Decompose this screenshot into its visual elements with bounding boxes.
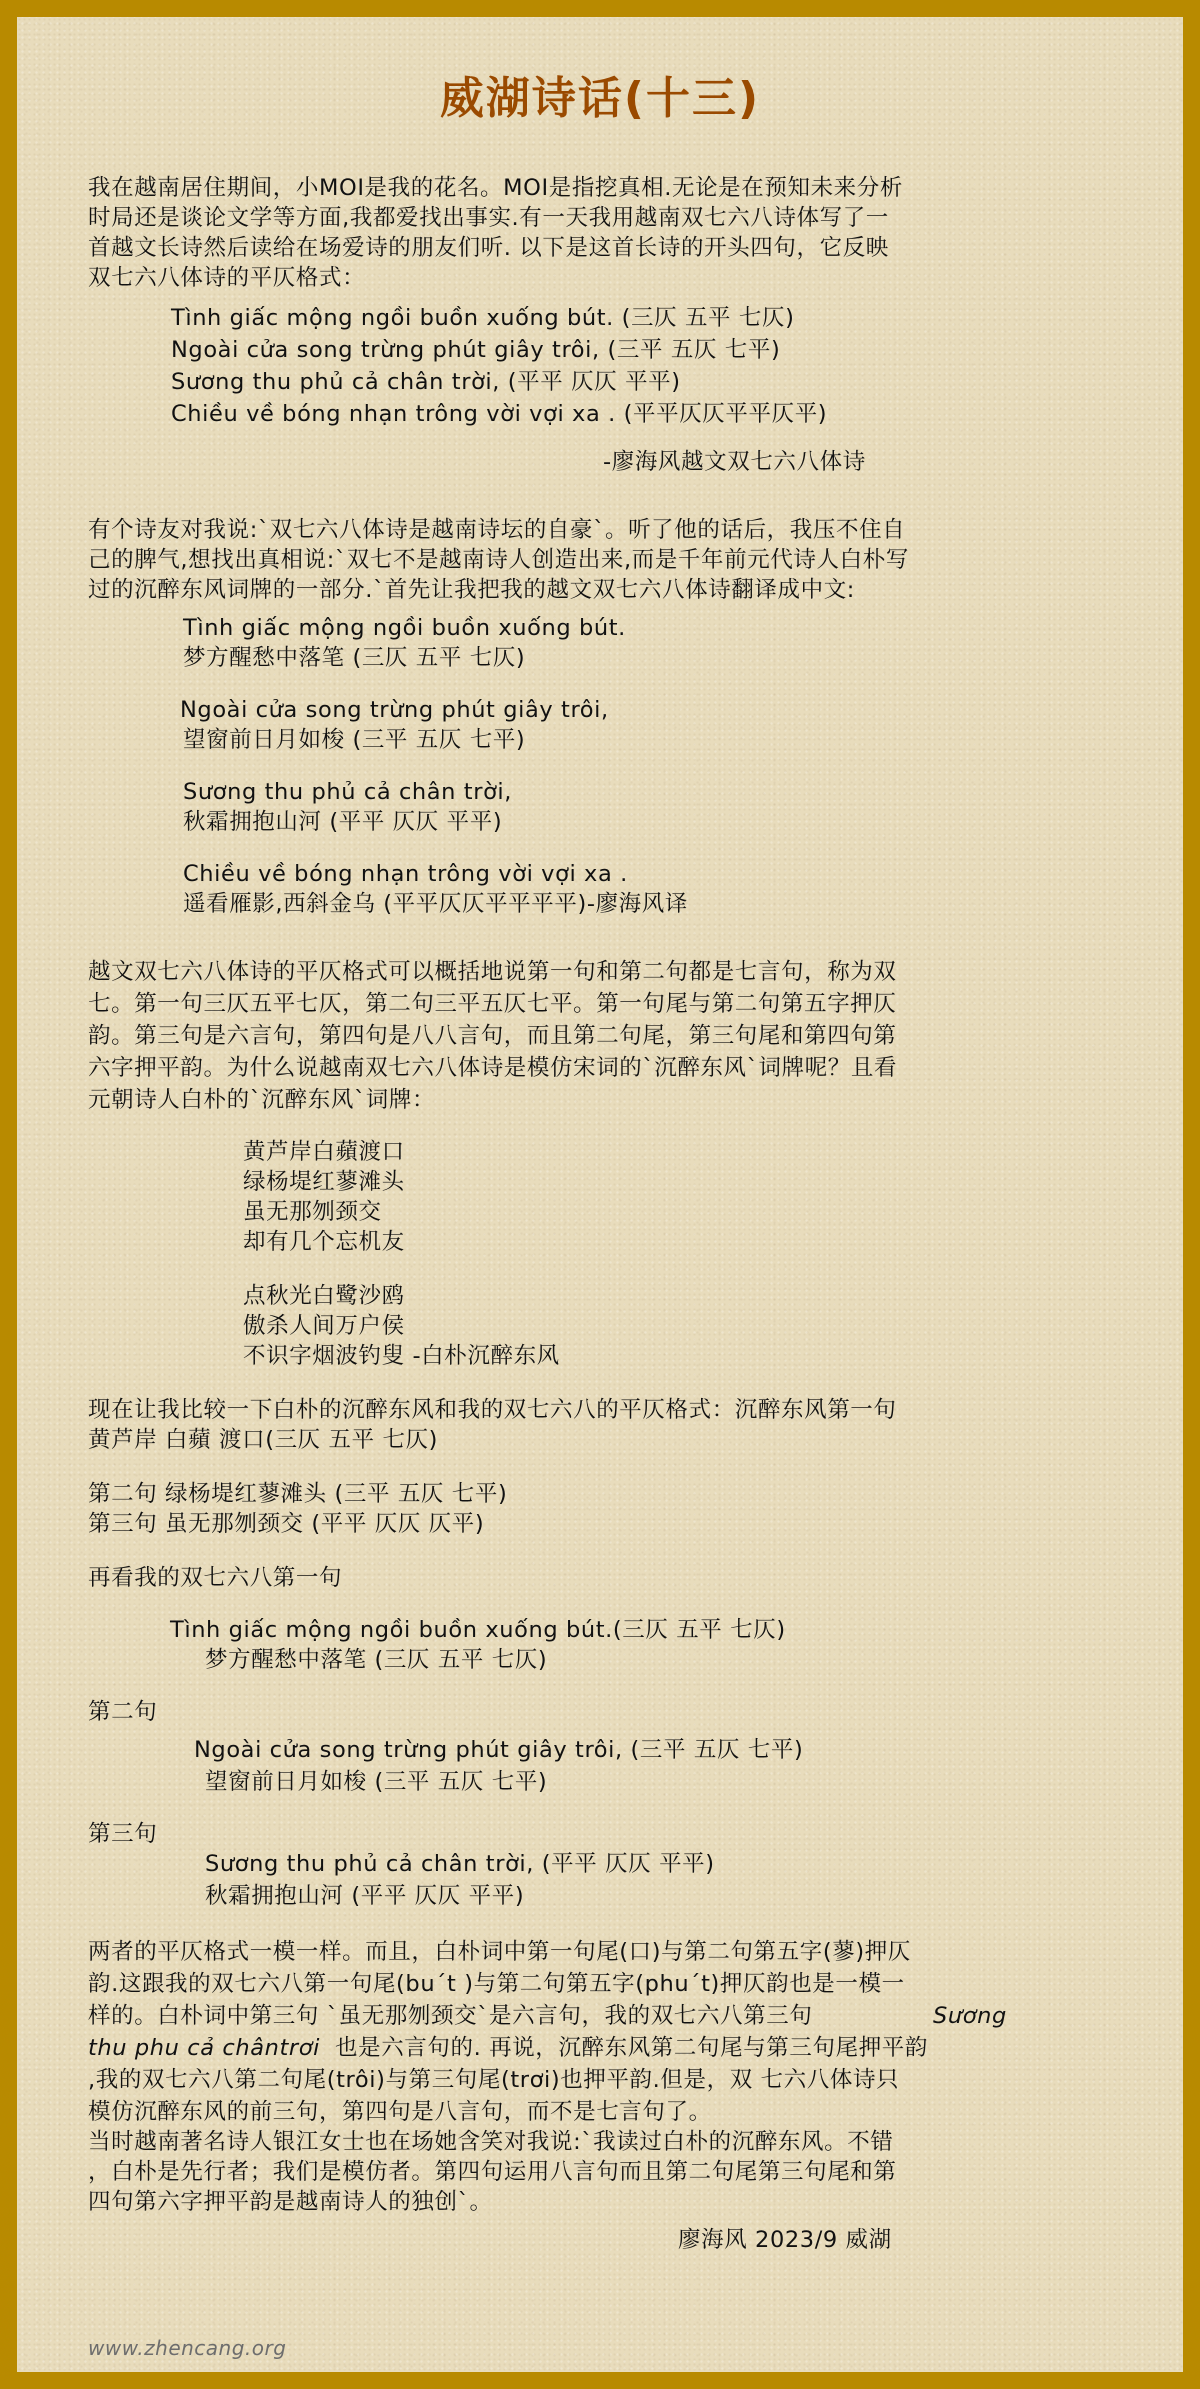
text-line: Sương thu phủ cả chân trời, (平平 仄仄 平平) xyxy=(171,369,681,395)
text-line: Ngoài cửa song trừng phút giây trôi, (三平 五仄 七平) xyxy=(171,337,781,363)
text-line: 傲杀人间万户侯 xyxy=(243,1313,405,1339)
text-line: -廖海风越文双七六八体诗 xyxy=(603,449,866,475)
text-line: Ngoài cửa song trừng phút giây trôi, (三平 五仄 七平) xyxy=(194,1737,804,1763)
text-line: Sương thu phủ cả chân trời, xyxy=(183,779,513,805)
text-line: 四句第六字押平韵是越南诗人的独创`。 xyxy=(88,2189,493,2215)
text-line: thu phu cả chântrơi xyxy=(88,2035,320,2061)
text-line: ，白朴是先行者；我们是模仿者。第四句运用八言句而且第二句尾第三句尾和第 xyxy=(88,2159,897,2185)
text-line: 也是六言句的. 再说，沉醉东风第二句尾与第三句尾押平韵 xyxy=(335,2035,929,2061)
text-line: Chiều về bóng nhạn trông vời vợi xa . (平平仄仄平平仄平) xyxy=(171,401,828,427)
text-line: 有个诗友对我说:`双七六八体诗是越南诗坛的自豪`。听了他的话后，我压不住自 xyxy=(88,517,906,543)
text-line: 两者的平仄格式一模一样。而且，白朴词中第一句尾(口)与第二句第五字(蓼)押仄 xyxy=(88,1939,911,1965)
text-line: 六字押平韵。为什么说越南双七六八体诗是模仿宋词的`沉醉东风`词牌呢？且看 xyxy=(88,1055,898,1081)
text-line: 当时越南著名诗人银江女士也在场她含笑对我说:`我读过白朴的沉醉东风。不错 xyxy=(88,2129,894,2155)
text-line: 黄芦岸 白蘋 渡口(三仄 五平 七仄) xyxy=(88,1427,439,1453)
text-line: 黄芦岸白蘋渡口 xyxy=(243,1139,405,1165)
text-line: 廖海风 2023/9 威湖 xyxy=(678,2227,892,2253)
text-line: 遥看雁影,西斜金乌 (平平仄仄平平平平)-廖海风译 xyxy=(183,891,688,917)
text-line: Chiều về bóng nhạn trông vời vợi xa . xyxy=(183,861,628,887)
text-line: 点秋光白鹭沙鸥 xyxy=(243,1283,405,1309)
text-line: 样的。白朴词中第三句 `虽无那刎颈交`是六言句，我的双七六八第三句 xyxy=(88,2003,813,2029)
text-line: 梦方醒愁中落笔 (三仄 五平 七仄) xyxy=(205,1647,548,1673)
text-line: 模仿沉醉东风的前三句，第四句是八言句，而不是七言句了。 xyxy=(88,2099,712,2125)
website-footer: www.zhencang.org xyxy=(88,2336,287,2360)
text-line: Ngoài cửa song trừng phút giây trôi, xyxy=(180,697,609,723)
text-line: 望窗前日月如梭 (三平 五仄 七平) xyxy=(205,1769,548,1795)
text-line: Sương thu phủ cả chân trời, (平平 仄仄 平平) xyxy=(205,1851,715,1877)
text-line: 首越文长诗然后读给在场爱诗的朋友们听. 以下是这首长诗的开头四句，它反映 xyxy=(88,235,889,261)
text-line: 七。第一句三仄五平七仄，第二句三平五仄七平。第一句尾与第二句第五字押仄 xyxy=(88,991,897,1017)
text-line: 望窗前日月如梭 (三平 五仄 七平) xyxy=(183,727,526,753)
text-line: 元朝诗人白朴的`沉醉东风`词牌： xyxy=(88,1087,436,1113)
text-line: 第二句 绿杨堤红蓼滩头 (三平 五仄 七平) xyxy=(88,1481,508,1507)
text-line: 却有几个忘机友 xyxy=(243,1229,405,1255)
text-line: 双七六八体诗的平仄格式： xyxy=(88,265,366,291)
text-line: 韵.这跟我的双七六八第一句尾(bu´t )与第二句第五字(phu´t)押仄韵也是一模一 xyxy=(88,1971,905,1997)
text-line: Tình giấc mộng ngồi buồn xuống bút. (三仄 五平 七仄) xyxy=(171,305,795,331)
text-line: 时局还是谈论文学等方面,我都爱找出事实.有一天我用越南双七六八诗体写了一 xyxy=(88,205,889,231)
text-line: 现在让我比较一下白朴的沉醉东风和我的双七六八的平仄格式：沉醉东风第一句 xyxy=(88,1397,897,1423)
page-title: 威湖诗话(十三) xyxy=(439,73,761,124)
text-line: 己的脾气,想找出真相说:`双七不是越南诗人创造出来,而是千年前元代诗人白朴写 xyxy=(88,547,909,573)
text-line: 第三句 虽无那刎颈交 (平平 仄仄 仄平) xyxy=(88,1511,485,1537)
text-line: 第三句 xyxy=(88,1821,158,1847)
text-line: 秋霜拥抱山河 (平平 仄仄 平平) xyxy=(183,809,503,835)
text-line: 我在越南居住期间，小MOI是我的花名。MOI是指挖真相.无论是在预知未来分析 xyxy=(88,175,903,201)
text-line: 梦方醒愁中落笔 (三仄 五平 七仄) xyxy=(183,645,526,671)
text-line: 不识字烟波钓叟 -白朴沉醉东风 xyxy=(243,1343,560,1369)
text-line: Tình giấc mộng ngồi buồn xuống bút.(三仄 五平 七仄) xyxy=(170,1617,786,1643)
text-line: 过的沉醉东风词牌的一部分.`首先让我把我的越文双七六八体诗翻译成中文: xyxy=(88,577,855,603)
text-line: Tình giấc mộng ngồi buồn xuống bút. xyxy=(183,615,626,641)
text-line: Sương xyxy=(933,2003,1007,2029)
text-line: 秋霜拥抱山河 (平平 仄仄 平平) xyxy=(205,1883,525,1909)
text-line: 再看我的双七六八第一句 xyxy=(88,1565,343,1591)
text-line: ,我的双七六八第二句尾(trôi)与第三句尾(trơi)也押平韵.但是，双 七六八体诗只 xyxy=(88,2067,900,2093)
text-line: 第二句 xyxy=(88,1699,158,1725)
text-line: 韵。第三句是六言句，第四句是八八言句，而且第二句尾，第三句尾和第四句第 xyxy=(88,1023,897,1049)
text-line: 绿杨堤红蓼滩头 xyxy=(243,1169,405,1195)
text-line: 虽无那刎颈交 xyxy=(243,1199,382,1225)
text-line: 越文双七六八体诗的平仄格式可以概括地说第一句和第二句都是七言句，称为双 xyxy=(88,959,897,985)
